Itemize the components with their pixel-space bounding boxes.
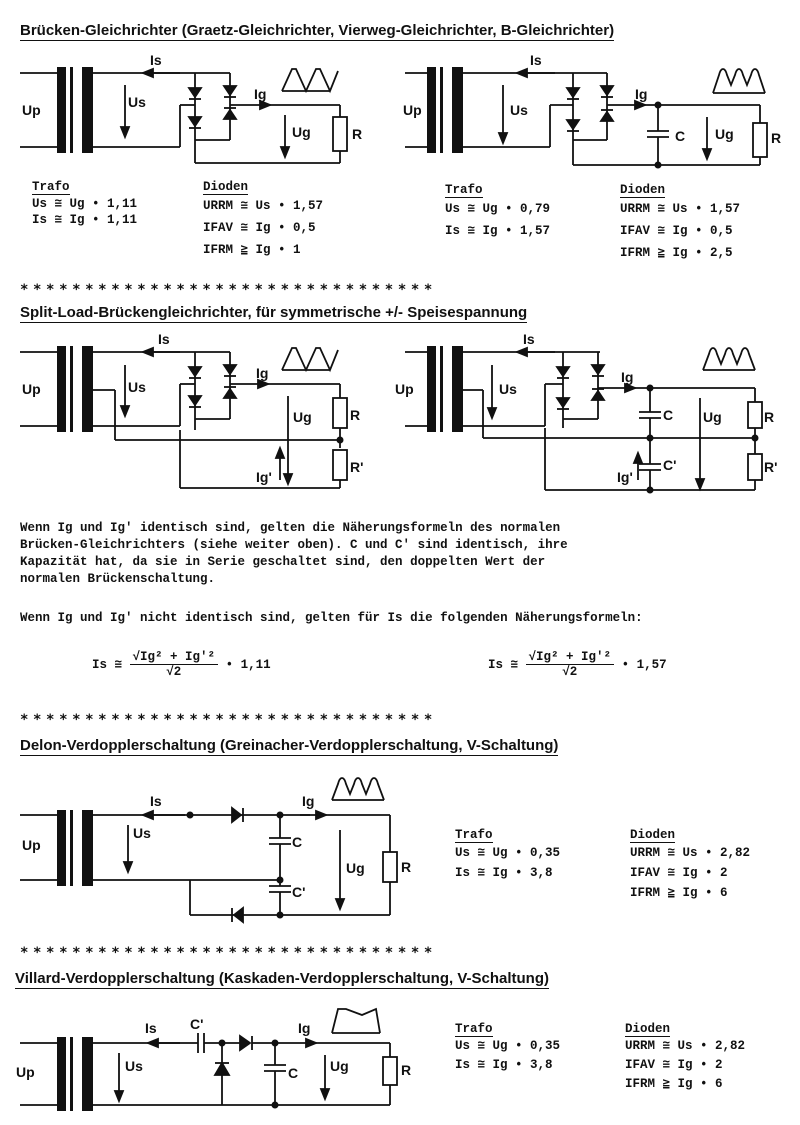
- dioden-row: URRM ≅ Us • 2,82: [630, 846, 751, 860]
- label-is: Is: [145, 1020, 157, 1036]
- label-r-prime: R': [764, 459, 778, 475]
- label-r-prime: R': [350, 459, 364, 475]
- dioden-row: URRM ≅ Us • 2,82: [625, 1039, 746, 1053]
- label-ig: Ig: [254, 86, 267, 102]
- dioden-title: Dioden: [625, 1022, 671, 1036]
- circuit-split-load-capacitive: [395, 330, 778, 500]
- trafo-row: Us ≅ Ug • 0,79: [445, 202, 551, 216]
- formula-1: [92, 650, 271, 679]
- circuit-delon: [10, 770, 410, 930]
- table-dioden-delon: [630, 828, 750, 903]
- formula-numerator: √Ig² + Ig'²: [130, 650, 219, 665]
- dioden-row: IFRM ≧ Ig • 1: [203, 243, 301, 257]
- label-up: Up: [16, 1064, 35, 1080]
- dioden-title: Dioden: [630, 828, 676, 842]
- dioden-row: IFAV ≅ Ig • 0,5: [620, 224, 733, 238]
- formula-lhs: Is ≅: [488, 657, 519, 672]
- table-trafo-delon: [455, 828, 560, 883]
- label-c: C: [288, 1065, 299, 1081]
- label-r: R: [401, 1062, 412, 1078]
- table-dioden-villard: [625, 1022, 745, 1094]
- paragraph-nicht-identisch: Wenn Ig und Ig' nicht identisch sind, gelten für Is die folgenden Näherungsformeln:: [20, 611, 643, 625]
- label-up: Up: [395, 381, 414, 397]
- label-c: C: [663, 407, 674, 423]
- table-trafo-bridge-c: [445, 183, 550, 242]
- label-ig: Ig: [302, 793, 315, 809]
- label-ig: Ig: [621, 369, 634, 385]
- dioden-row: IFAV ≅ Ig • 0,5: [203, 221, 316, 235]
- dioden-row: IFRM ≧ Ig • 6: [625, 1077, 723, 1091]
- label-us: Us: [510, 102, 528, 118]
- dioden-row: IFRM ≧ Ig • 2,5: [620, 246, 733, 260]
- trafo-row: Is ≅ Ig • 3,8: [455, 866, 553, 880]
- dioden-row: URRM ≅ Us • 1,57: [620, 202, 741, 216]
- label-ug: Ug: [292, 124, 311, 140]
- table-trafo-villard: [455, 1022, 560, 1075]
- label-ug: Ug: [703, 409, 722, 425]
- label-us: Us: [125, 1058, 143, 1074]
- formula-factor: • 1,11: [225, 657, 271, 672]
- label-ig: Ig: [635, 86, 648, 102]
- label-is: Is: [530, 52, 542, 68]
- label-c: C: [292, 834, 303, 850]
- trafo-row: Us ≅ Ug • 1,11: [32, 197, 138, 211]
- label-ug: Ug: [330, 1058, 349, 1074]
- trafo-title: Trafo: [445, 183, 483, 197]
- dioden-row: IFAV ≅ Ig • 2: [630, 866, 728, 880]
- separator: ********************************: [20, 945, 437, 961]
- label-ig: Ig: [298, 1020, 311, 1036]
- formula-denominator: √2: [166, 665, 182, 679]
- dioden-row: IFAV ≅ Ig • 2: [625, 1058, 723, 1072]
- label-ig-prime: Ig': [617, 469, 633, 485]
- label-r: R: [350, 407, 361, 423]
- paragraph-identisch: Wenn Ig und Ig' identisch sind, gelten die Näherungsformeln des normalen Brücken-Gleichrichters (siehe weiter oben). C und C' sind identisch, ihre Kapazität hat, da sie in Serie geschaltet sind, den doppelten Wert der normalen Brückenschaltung.: [20, 521, 568, 586]
- trafo-row: Is ≅ Ig • 3,8: [455, 1058, 553, 1072]
- label-us: Us: [128, 379, 146, 395]
- label-c-prime: C': [292, 884, 306, 900]
- label-c-prime: C': [663, 457, 677, 473]
- label-ig: Ig: [256, 365, 269, 381]
- heading-split-load: Split-Load-Brückengleichrichter, für symmetrische +/- Speisespannung: [20, 304, 528, 321]
- formula-lhs: Is ≅: [92, 657, 123, 672]
- label-c: C: [675, 128, 686, 144]
- label-r: R: [764, 409, 775, 425]
- label-is: Is: [158, 331, 170, 347]
- label-is: Is: [150, 793, 162, 809]
- formula-numerator: √Ig² + Ig'²: [526, 650, 615, 665]
- label-r: R: [771, 130, 782, 146]
- trafo-row: Us ≅ Ug • 0,35: [455, 1039, 561, 1053]
- separator: ********************************: [20, 712, 437, 728]
- table-dioden-bridge-c: [620, 183, 740, 264]
- table-dioden-bridge-r: [203, 180, 323, 261]
- label-ug: Ug: [293, 409, 312, 425]
- label-ig-prime: Ig': [256, 469, 272, 485]
- trafo-row: Us ≅ Ug • 0,35: [455, 846, 561, 860]
- label-us: Us: [128, 94, 146, 110]
- formula-2: [488, 650, 667, 679]
- label-up: Up: [22, 381, 41, 397]
- heading-villard: Villard-Verdopplerschaltung (Kaskaden-Verdopplerschaltung, V-Schaltung): [15, 970, 549, 987]
- label-up: Up: [403, 102, 422, 118]
- label-ug: Ug: [715, 126, 734, 142]
- label-is: Is: [150, 52, 162, 68]
- table-trafo-bridge-r: [32, 180, 137, 227]
- dioden-title: Dioden: [203, 180, 249, 194]
- trafo-title: Trafo: [455, 828, 493, 842]
- heading-delon: Delon-Verdopplerschaltung (Greinacher-Verdopplerschaltung, V-Schaltung): [20, 737, 559, 754]
- trafo-row: Is ≅ Ig • 1,57: [445, 224, 551, 238]
- dioden-row: IFRM ≧ Ig • 6: [630, 886, 728, 900]
- label-up: Up: [22, 102, 41, 118]
- label-c-prime: C': [190, 1016, 204, 1032]
- trafo-title: Trafo: [32, 180, 70, 194]
- formula-factor: • 1,57: [621, 657, 667, 672]
- separator: ********************************: [20, 282, 437, 298]
- trafo-title: Trafo: [455, 1022, 493, 1036]
- circuit-bridge-resistive: [10, 52, 370, 175]
- heading-bruecken-gleichrichter: Brücken-Gleichrichter (Graetz-Gleichrichter, Vierweg-Gleichrichter, B-Gleichrichter): [20, 22, 615, 39]
- formula-denominator: √2: [562, 665, 578, 679]
- dioden-title: Dioden: [620, 183, 666, 197]
- label-r: R: [401, 859, 412, 875]
- dioden-row: URRM ≅ Us • 1,57: [203, 199, 324, 213]
- label-r: R: [352, 126, 363, 142]
- label-us: Us: [499, 381, 517, 397]
- label-up: Up: [22, 837, 41, 853]
- label-us: Us: [133, 825, 151, 841]
- label-is: Is: [523, 331, 535, 347]
- circuit-split-load-resistive: [10, 330, 370, 500]
- trafo-row: Is ≅ Ig • 1,11: [32, 213, 138, 227]
- circuit-bridge-capacitive: [395, 52, 782, 180]
- label-ug: Ug: [346, 860, 365, 876]
- circuit-villard: [10, 1005, 410, 1120]
